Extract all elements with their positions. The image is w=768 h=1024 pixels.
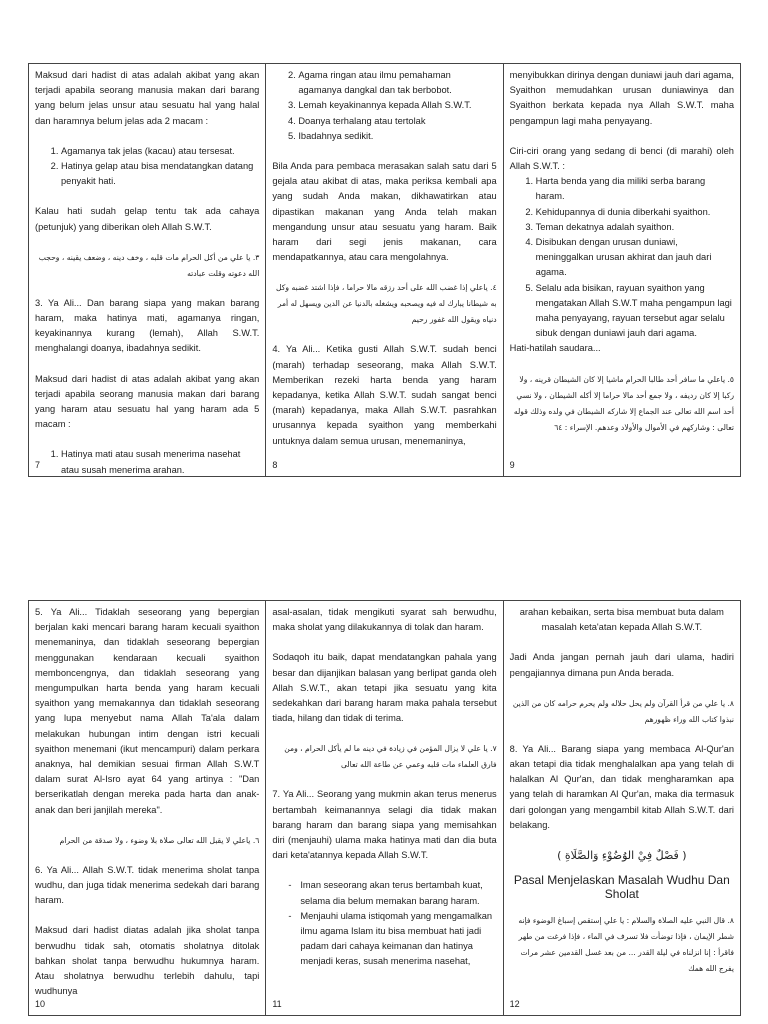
list-item: 4. Disibukan dengan urusan duniawi, meninggalkan urusan akhirat dan jauh dari agama. [536, 235, 734, 281]
list-item: 2. Hatinya gelap atau bisa mendatangkan datang penyakit hati. [61, 159, 259, 189]
page-number: 8 [272, 459, 278, 470]
arabic-section-title: ( فَصْلٌ فِيْ الوُضُوْءِ وَالصَّلَاةِ ) [557, 849, 687, 863]
bottom-sheet [28, 600, 741, 1016]
paragraph: Jadi Anda jangan pernah jauh dari ulama, hadiri pengajiannya dimana pun Anda berada. [509, 652, 734, 678]
paragraph: 8. Ya Ali... Barang siapa yang membaca Al-Qur'an akan tetapi dia tidak menghalalkan apa yang telah di halalkan Al Qur'an, dan tidak mengharamkan apa yang telah di haramkan Al Qur'an, maka dia termasuk dari golongan yang mengambil kitab Allah S.W.T. dari belakang. [509, 743, 734, 830]
page-number: 7 [35, 459, 41, 470]
paragraph: Maksud dari hadist di atas adalah akibat yang akan terjadi apabila seorang manusia makan dari barang yang belum jelas unsur atau sesuatu hal yang halal dan haramnya belum jelas ada 2 macam : [35, 70, 260, 126]
page-12 [504, 601, 740, 1015]
paragraph: 4. Ya Ali... Ketika gusti Allah S.W.T. sudah benci (marah) terhadap seseorang, maka Allah S.W.T. Memberikan rezeki harta benda yang haram kepadanya, ketika Allah S.W.T. sudah sangat benci (marah) kepadanya, maka Allah S.W.T. pasrahkan urusannya kepada syaithon yang memberkahi untuknya dalam semua urusan, menemaninya, [272, 344, 497, 446]
list-item: - Iman seseorang akan terus bertambah kuat, selama dia belum memakan barang haram. [300, 878, 496, 908]
paragraph: 7. Ya Ali... Seorang yang mukmin akan terus menerus bertambah keimanannya selagi dia tidak makan barang haram dan barang siapa yang memisahkan diri (menjauhi) ulama maka hatinya mati dan dia buta dari keta'atannya kepada Allah S.W.T. [272, 789, 497, 861]
paragraph: arahan kebaikan, serta bisa membuat buta dalam masalah keta'atan kepada Allah S.W.T. [519, 607, 724, 633]
paragraph: Kalau hati sudah gelap tentu tak ada cahaya (petunjuk) yang diberikan oleh Allah S.W.T. [35, 206, 260, 232]
list-item: 2. Agama ringan atau ilmu pemahaman agamanya dangkal dan tak berbobot. [298, 68, 496, 98]
arabic-hadith: ٤. ياعلي إذا غضب الله على أحد رزقه مالا حراما ، فإذا اشتد غضبه وكل به شيطانا يبارك له فيه ويصحبه ويشغله بالدنيا عن الدين ويسهل له أمر دنياه ويقول الله غفور رحيم [276, 283, 497, 325]
list-item: 5. Selalu ada bisikan, rayuan syaithon yang mengatakan Allah S.W.T maha pengampun lagi maha penyayang, rayuan tersebut agar selalu sibuk dengan duniawi jauh dari agama. [536, 281, 734, 342]
page-10 [29, 601, 266, 1015]
list-item: - Menjauhi ulama istiqomah yang mengamalkan ilmu agama Islam itu bisa membuat hati jadi padam dari cahaya keimanan dan hatinya menjadi keras, susah menerima nasehat, [300, 909, 496, 970]
arabic-hadith: ٣. يا علي من أكل الحرام مات قلبه ، وخف دينه ، وضعف يقينه ، وحجب الله دعوته وقلت عبادته [38, 252, 260, 278]
paragraph: 5. Ya Ali... Tidaklah seseorang yang bepergian berjalan kaki mencari barang haram kecuali syaithon menemaninya, dan tidaklah seseorang bepergian menggunakan kendaraan kecuali syaithon memboncengnya, dan tidaklah seseorang yang mengumpulkan harta benda yang haram kecuali syaithon yang memakannya dan tidaklah seseorang yang lupa menyebut nama Allah Ta'ala dalam melakukan hubungan intim dengan istri kecuali syaithon menemani (ikut mencampuri) dalam perkara anaknya, hal demikian sesuai firman Allah S.W.T dalam surat Al-Isro ayat 64 yang artinya : "Dan berserikatlah dengan mereka pada harta dan anak-anak dan beri janjilah mereka". [35, 607, 260, 815]
arabic-hadith: ٥. ياعلي ما سافر أحد طالبا الحرام ماشيا إلا كان الشيطان قرينه ، ولا ركبا إلا كان رديفه ، ولا جمع أحد مالا حراما إلا أكله الشيطان ، ولا نسي أحد اسم الله تعالى عند الجماع إلا شاركه الشيطان في ولده وذلك قوله تعالى : وشاركهم في الأموال والأولاد وعدهم. الإسراء : ٦٤ [513, 374, 734, 432]
list-item: 1. Agamanya tak jelas (kacau) atau tersesat. [61, 144, 259, 159]
page-number: 9 [509, 459, 515, 470]
list-item: 5. Ibadahnya sedikit. [298, 129, 496, 144]
arabic-hadith: ٧. يا علي لا يزال المؤمن في زيادة في دينه ما لم يأكل الحرام ، ومن فارق العلماء مات قلبه وعمي عن طاعة الله تعالى [284, 744, 497, 770]
section-heading: Pasal Menjelaskan Masalah Wudhu Dan Sholat [513, 873, 730, 902]
list-item: 3. Lemah keyakinannya kepada Allah S.W.T. [298, 98, 496, 113]
page-7 [29, 64, 266, 476]
arabic-hadith: ٨. قال النبي عليه الصلاة والسلام : يا علي إستقص إسباغ الوضوء فإنه شطر الإيمان ، فإذا توضأت فلا تسرف في الماء ، فإذا فرغت من طهر فاقرأ : إنا انزلناه في ليلة القدر ... من بعد غسل القدمين عشر مرات يفرج الله همك [518, 916, 734, 974]
paragraph: asal-asalan, tidak mengikuti syarat sah berwudhu, maka sholat yang dilakukannya di tolak dan haram. [272, 607, 497, 633]
list-item: 1. Harta benda yang dia miliki serba barang haram. [536, 174, 734, 204]
paragraph: Maksud dari hadist di atas adalah akibat yang akan terjadi apabila seorang manusia makan dari barang yang haram atau sesuatu hal yang haram ada 5 macam : [35, 373, 260, 430]
numbered-list [510, 174, 734, 341]
page-11 [266, 601, 503, 1015]
paragraph: 3. Ya Ali... Dan barang siapa yang makan barang haram, maka hatinya mati, agamanya ringan, keyakinannya kurang (lemah), Allah S.W.T. menghalangi doanya, ibadahnya sedikit. [35, 297, 260, 354]
page-number: 11 [272, 998, 282, 1009]
numbered-list [35, 447, 259, 476]
numbered-list [35, 144, 259, 190]
page-9 [504, 64, 740, 476]
list-item: 2. Kehidupannya di dunia diberkahi syaithon. [536, 205, 734, 220]
list-item: 1. Hatinya mati atau susah menerima nasehat atau susah menerima arahan. [61, 447, 259, 476]
paragraph: Maksud dari hadist diatas adalah jika sholat tanpa berwudhu tidak sah, otomatis sholatnya ditolak bahkan sholat tanpa berwudhu hukumnya haram. Atau sholatnya berwudhu terlebih dahulu, tapi wudhunya [35, 925, 260, 997]
numbered-list [272, 68, 496, 144]
paragraph: Ciri-ciri orang yang sedang di benci (di marahi) oleh Allah S.W.T. : [509, 145, 734, 172]
page-8 [266, 64, 503, 476]
paragraph: Bila Anda para pembaca merasakan salah satu dari 5 gejala atau akibat di atas, maka periksa kembali apa yang sudah Anda makan, dikhawatirkan atau dipastikan makanan yang Anda telah makan mengandung unsur atau sesuatu yang haram. Baik haram dari segi jenis makanan, cara mendapatkannya, atau cara mengolahnya. [272, 161, 497, 263]
paragraph: menyibukkan dirinya dengan duniawi jauh dari agama, Syaithon memudahkan urusan duniawinya dan Syaithon berkata kepada nya Allah S.W.T. maha pengampun lagi maha penyayang. [509, 70, 734, 126]
page-number: 10 [35, 998, 46, 1009]
dash-list [272, 878, 496, 969]
list-item: 3. Teman dekatnya adalah syaithon. [536, 220, 734, 235]
arabic-hadith: ٨. يا علي من قرأ القرآن ولم يحل حلاله ولم يحرم حرامه كان من الذين نبذوا كتاب الله وراء ظهورهم [512, 698, 734, 724]
paragraph: Sodaqoh itu baik, dapat mendatangkan pahala yang besar dan dijanjikan balasan yang berlipat ganda oleh Allah S.W.T., akan tetapi jika sesuatu yang kita sedekahkan dari barang haram maka pahala tersebut tiada, hilang dan tidak di terima. [272, 652, 497, 724]
list-item: 4. Doanya terhalang atau tertolak [298, 114, 496, 129]
arabic-hadith: ٦. ياعلي لا يقبل الله تعالى صلاة بلا وضوء ، ولا صدقة من الحرام [59, 835, 260, 845]
paragraph: Hati-hatilah saudara... [509, 343, 601, 354]
top-sheet [28, 63, 741, 477]
page-number: 12 [509, 998, 520, 1009]
paragraph: 6. Ya Ali... Allah S.W.T. tidak menerima sholat tanpa wudhu, dan juga tidak menerima sedekah dari barang haram. [35, 864, 260, 906]
